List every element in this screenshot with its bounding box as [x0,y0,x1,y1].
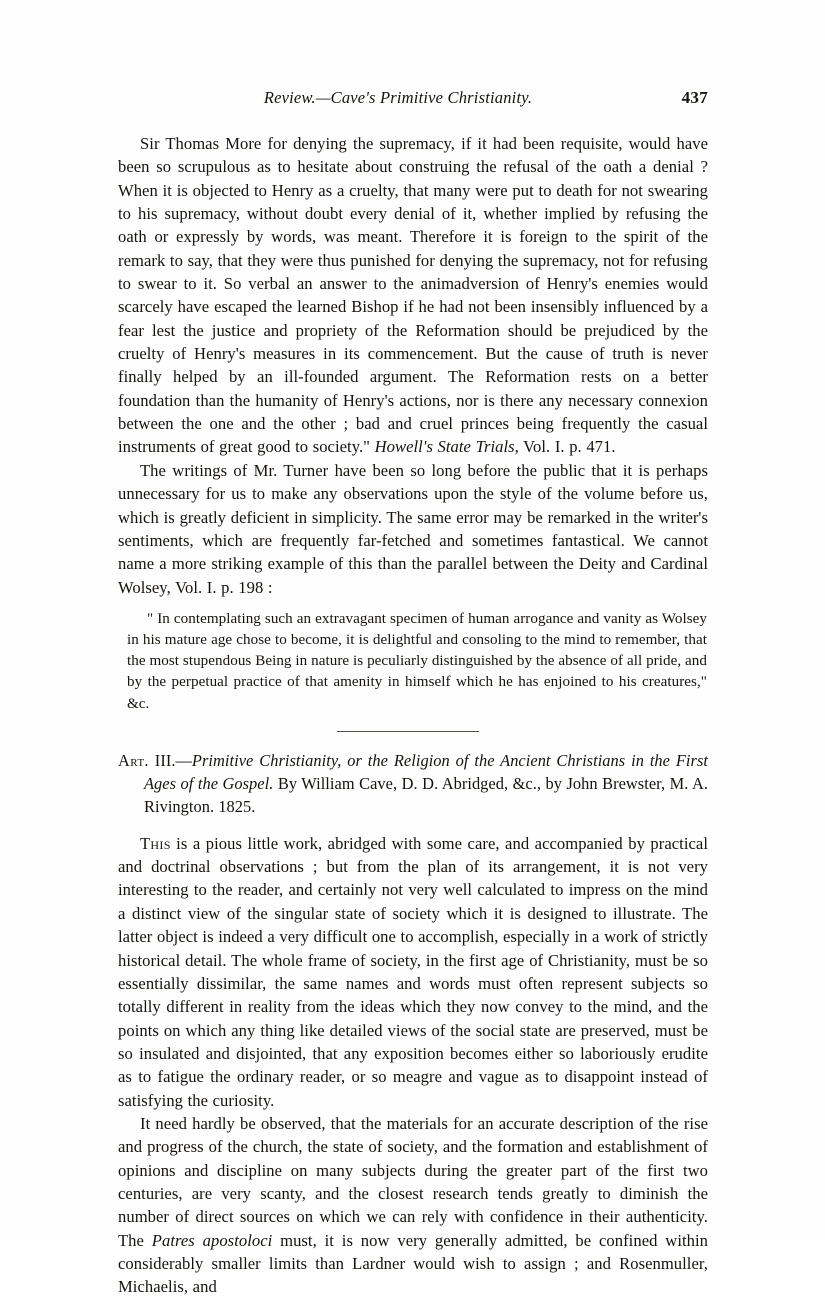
paragraph-materials-text-b: must, it is now very generally admitted, be confined within considerably smaller limits than Lardner would wish to assign ; and Rosenmuller, Michaelis, and [118,1230,708,1297]
article-heading [118,749,708,819]
page-number: 437 [681,88,708,107]
citation-volume-page: , Vol. I. p. 471. [514,437,616,457]
spacer-before-quote [118,599,708,609]
spacer-after-heading [118,819,708,832]
term-patres-apostoloci: Patres apostoloci [151,1230,273,1250]
running-head-title: Review.—Cave's Primitive Christianity. [263,88,533,107]
paragraph-materials-description [118,1112,708,1299]
paragraph-lead-smallcaps: This [140,833,171,853]
paragraph-more-supremacy-text: Sir Thomas More for denying the supremacy, if it had been requisite, would have been so scrupulous as to hesitate about construing the refusal of the oath a denial ? When it is objected to Henry as a cruelty, that many were put to death for not swearing to his supremacy, without doubt every denial of it, whether implied by refusing the oath or expressly by words, was meant. Therefore it is foreign to the spirit of the remark to say, that they were thus punished for denying the supremacy, not for refusing to swear to it. So verbal an answer to the animadversion of Henry's enemies would scarcely have escaped the learned Bishop if he had not been insensibly influenced by a fear lest the justice and propriety of the Reformation should be prejudiced by the cruelty of Henry's measures in its commencement. But the cause of truth is never finally helped by an ill-founded argument. The Reformation rests on a better foundation than the humanity of Henry's actions, nor is there any necessary connexion between the one and the other ; bad and cruel princes being frequently the casual instruments of great good to society." [118,134,708,457]
running-head [118,88,708,114]
citation-howells-state-trials: Howell's State Trials [374,437,515,457]
article-imprint: By William Cave, D. D. Abridged, &c., by John Brewster, M. A. Rivington. 1825. [144,774,708,817]
blockquote-wolsey: " In contemplating such an extravagant specimen of human arrogance and vanity as Wolsey in his mature age chose to become, it is delightful and consoling to the mind to remember, that the most stupendous Being in nature is peculiarly distinguished by the absence of all pride, and by the perpetual practice of that amenity in himself which he has enjoined to his creatures," &c. [127,610,707,712]
article-label: Art. [118,750,149,770]
section-divider [118,715,708,749]
article-number: III.— [148,750,192,770]
article-title: Primitive Christianity, or the Religion of the Ancient Christians in the First Ages of the Gospel. [144,750,708,794]
paragraph-pious-little-work [118,832,708,1112]
divider-rule [337,731,479,732]
paragraph-materials-text-a: It need hardly be observed, that the materials for an accurate description of the rise and progress of the church, the state of society, and the formation and establishment of opinions and discipline on many subjects during the greater part of the first two centuries, are very scanty, and the closest research tends greatly to diminish the number of direct sources on which we can rely with confidence in their authenticity. The [118,1113,708,1250]
paragraph-more-supremacy [118,132,708,459]
text-column [118,132,708,1299]
paragraph-turner-writings: The writings of Mr. Turner have been so long before the public that it is perhaps unnecessary for us to make any observations upon the style of the volume before us, which is greatly deficient in simplicity. The same error may be remarked in the writer's sentiments, which are frequently far-fetched and sometimes fantastical. We cannot name a more striking example of this than the parallel between the Deity and Cardinal Wolsey, Vol. I. p. 198 : [118,460,708,597]
paragraph-pious-little-work-text: is a pious little work, abridged with some care, and accompanied by practical and doctrinal observations ; but from the plan of its arrangement, it is not very interesting to the reader, and certainly not very well calculated to impress on the mind a distinct view of the singular state of society which it is designed to illustrate. The latter object is indeed a very difficult one to accomplish, especially in a work of strictly historical detail. The whole frame of society, in the first age of Christianity, must be so essentially dissimilar, the same names and words must often represent subjects so totally different in reality from the ideas which they now convey to the mind, and the points on which any thing like detailed views of the social state are preserved, must be so insulated and disjointed, that any exposition becomes either so laboriously erudite as to fatigue the ordinary reader, or so meagre and vague as to disappoint instead of satisfying the curiosity. [118,833,708,1110]
